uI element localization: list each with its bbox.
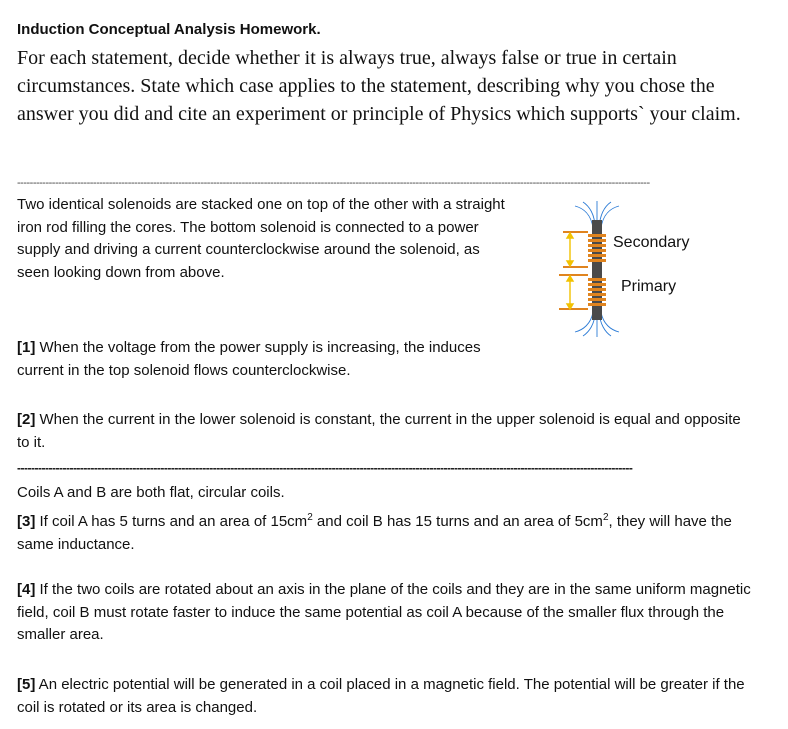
instructions: For each statement, decide whether it is always true, always false or true in certain circumstances. State which case applies to the statement, describing why you chose the answer you did and cite an experiment or principle of Physics which supports` your claim. bbox=[17, 47, 741, 125]
question-text: If coil A has 5 turns and an area of 15cm bbox=[35, 513, 308, 530]
solenoid-intro: Two identical solenoids are stacked one on top of the other with a straight iron rod filling the cores. The bottom solenoid is connected to a power supply and driving a current counterclockwise around the solenoid, as seen looking down from above. bbox=[17, 196, 505, 281]
primary-label: Primary bbox=[621, 278, 677, 295]
current-arrows bbox=[567, 233, 573, 309]
separator-dashed-bold: -------------------------------------------------------------------------------------------------------------------------------------------------------------------------------- bbox=[17, 461, 633, 475]
question-text: When the voltage from the power supply is increasing, the induces current in the top solenoid flows counterclockwise. bbox=[17, 339, 481, 379]
question-4 bbox=[17, 579, 757, 647]
question-text: , they will have the same inductance. bbox=[17, 513, 732, 553]
question-2 bbox=[17, 409, 757, 454]
superscript: 2 bbox=[307, 512, 313, 523]
question-number: [4] bbox=[17, 581, 36, 598]
question-number: [2] bbox=[17, 411, 36, 428]
question-1 bbox=[17, 337, 517, 382]
question-5 bbox=[17, 674, 757, 719]
question-number: [3] bbox=[17, 513, 36, 530]
solenoid-diagram bbox=[553, 200, 713, 340]
question-text: An electric potential will be generated in a coil placed in a magnetic field. The potential will be greater if the coil is rotated or its area is changed. bbox=[17, 676, 745, 716]
question-3 bbox=[17, 507, 757, 556]
question-number: [1] bbox=[17, 339, 36, 356]
separator-dashed: -------------------------------------------------------------------------------------------------------------------------------------------------------------------------------------------------------- bbox=[17, 177, 650, 189]
question-text: and coil B has 15 turns and an area of 5cm bbox=[312, 513, 603, 530]
question-text: If the two coils are rotated about an axis in the plane of the coils and they are in the same uniform magnetic field, coil B must rotate faster to induce the same potential as coil A because of the smaller flux through the smaller area. bbox=[17, 581, 751, 643]
superscript: 2 bbox=[602, 512, 609, 523]
page-title: Induction Conceptual Analysis Homework. bbox=[17, 21, 321, 38]
question-text: When the current in the lower solenoid is constant, the current in the upper solenoid is equal and opposite to it. bbox=[17, 411, 741, 451]
coils-intro: Coils A and B are both flat, circular coils. bbox=[17, 484, 285, 501]
secondary-label: Secondary bbox=[613, 234, 690, 251]
solenoid-figure bbox=[553, 200, 713, 345]
question-number: [5] bbox=[17, 676, 36, 693]
